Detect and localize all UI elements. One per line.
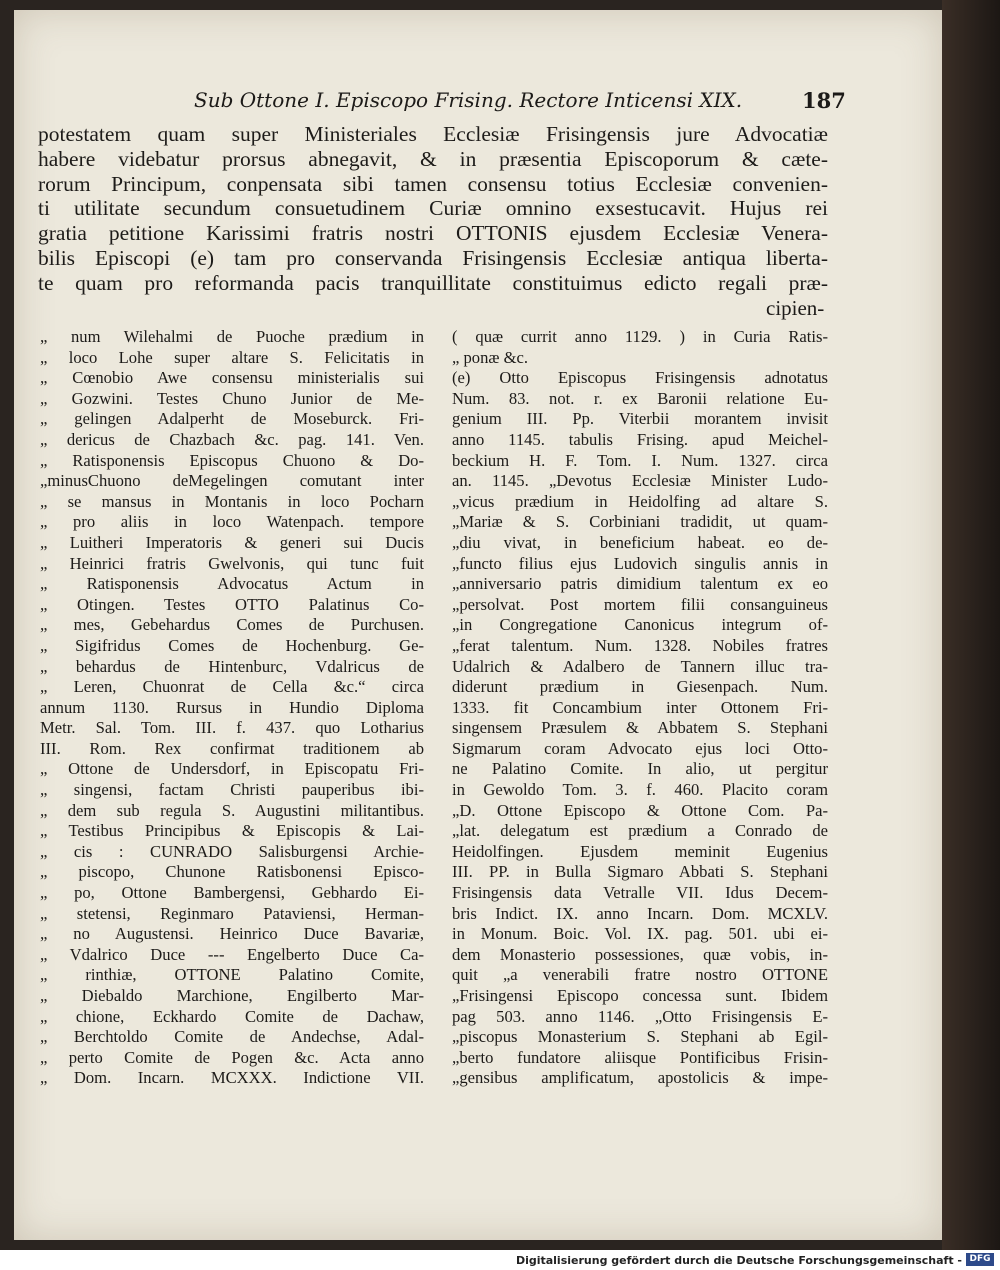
footnote-line: „lat. delegatum est prædium a Conrado de [452,821,828,841]
footnote-line: „ behardus de Hintenburc, Vdalricus de [40,656,424,676]
footnote-line: annum 1130. Rursus in Hundio Diploma [40,697,424,717]
footnote-line: „ferat talentum. Num. 1328. Nobiles fratres [452,635,828,655]
footnote-line: „ se mansus in Montanis in loco Pocharn [40,491,424,511]
footnote-line: „ Berchtoldo Comite de Andechse, Adal- [40,1027,424,1047]
main-text-line: gratia petitione Karissimi fratris nostri OTTONIS ejusdem Ecclesiæ Venera- [38,221,828,246]
book-edge [942,0,1000,1250]
footnote-line: „ Testibus Principibus & Episcopis & Lai- [40,821,424,841]
footnote-line: „ ponæ &c. [452,347,529,367]
footnote-line: Metr. Sal. Tom. III. f. 437. quo Lotharius [40,718,424,738]
footnote-line: „ dericus de Chazbach &c. pag. 141. Ven. [40,429,424,449]
footnote-line: „ Heinrici fratris Gwelvonis, qui tunc fuit [40,553,424,573]
footnote-line: „ perto Comite de Pogen &c. Acta anno [40,1047,424,1067]
footnote-line: „ no Augustensi. Heinrico Duce Bavariæ, [40,924,424,944]
footnote-line: „ stetensi, Reginmaro Pataviensi, Herman- [40,903,424,923]
footnote-line: diderunt prædium in Giesenpach. Num. [452,677,828,697]
footnote-line: „ Gozwini. Testes Chuno Junior de Me- [40,388,424,408]
footnote-line: an. 1145. „Devotus Ecclesiæ Minister Ludo- [452,471,828,491]
main-text-line: habere videbatur prorsus abnegavit, & in præsentia Episcoporum & cæte- [38,146,828,171]
main-text-line: potestatem quam super Ministeriales Ecclesiæ Frisingensis jure Advocatiæ [38,122,828,146]
footnote-column-left [40,327,424,1089]
footnote-line: „ Sigifridus Comes de Hochenburg. Ge- [40,635,424,655]
footnote-line: beckium H. F. Tom. I. Num. 1327. circa [452,450,828,470]
footnote-line: „persolvat. Post mortem filii consanguineus [452,594,828,614]
footnote-line: (e) Otto Episcopus Frisingensis adnotatus [452,368,828,388]
footnote-line: pag 503. anno 1146. „Otto Frisingensis E- [452,1006,828,1026]
footnote-line: „ Leren, Chuonrat de Cella &c.“ circa [40,677,424,697]
footnote-column-right [452,327,828,1089]
footnote-line: in Gewoldo Tom. 3. f. 460. Placito coram [452,780,828,800]
footnote-line: „diu vivat, in beneficium habeat. eo de- [452,532,828,552]
footnote-line: „gensibus amplificatum, apostolicis & impe- [452,1068,828,1088]
dfg-logo: DFG [966,1253,994,1266]
digitization-footer [0,1250,1000,1270]
footnote-line: „ Diebaldo Marchione, Engilberto Mar- [40,986,424,1005]
page-number: 187 [802,88,846,113]
footnote-line: genium III. Pp. Viterbii morantem invisit [452,409,828,429]
footnote-line: III. Rom. Rex confirmat traditionem ab [40,738,424,758]
footnote-line: ( quæ currit anno 1129. ) in Curia Ratis- [452,327,828,346]
footnote-line: Frisingensis data Vetralle VII. Idus Decem- [452,883,828,903]
footnote-line: singensem Præsulem & Abbatem S. Stephani [452,718,828,738]
footnote-line: „ num Wilehalmi de Puoche prædium in [40,327,424,346]
footnote-line: „ dem sub regula S. Augustini militantibus. [40,800,424,820]
footnote-line: „anniversario patris dimidium talentum ex eo [452,574,828,594]
footnote-line: „ po, Ottone Bambergensi, Gebhardo Ei- [40,883,424,903]
footnote-line: Udalrich & Adalbero de Tannern illuc tra- [452,656,828,676]
footnote-line: quit „a venerabili fratre nostro OTTONE [452,965,828,985]
footnote-line: „D. Ottone Episcopo & Ottone Com. Pa- [452,800,828,820]
footnote-line: Heidolfingen. Ejusdem meminit Eugenius [452,841,828,861]
footnote-line: anno 1145. tabulis Frising. apud Meichel- [452,429,828,449]
main-text-line: rorum Principum, conpensata sibi tamen consensu totius Ecclesiæ convenien- [38,171,828,196]
footnote-line: „ rinthiæ, OTTONE Palatino Comite, [40,965,424,985]
footnote-line: Sigmarum coram Advocato ejus loci Otto- [452,738,828,758]
footnote-line: „ Ratisponensis Episcopus Chuono & Do- [40,450,424,470]
footnote-line: „ Cœnobio Awe consensu ministerialis sui [40,368,424,388]
footnote-line: „ pro aliis in loco Watenpach. tempore [40,512,424,532]
main-text-block [38,122,828,296]
main-text-line: bilis Episcopi (e) tam pro conservanda Frisingensis Ecclesiæ antiqua liberta- [38,245,828,270]
footnote-line: ne Palatino Comite. In alio, ut pergitur [452,759,828,779]
footnote-line: Num. 83. not. r. ex Baronii relatione Eu- [452,388,828,408]
footnote-line: 1333. fit Concambium inter Ottonem Fri- [452,697,828,717]
footnote-line: „ gelingen Adalperht de Moseburck. Fri- [40,409,424,429]
footnote-line: „ mes, Gebehardus Comes de Purchusen. [40,615,424,635]
footnote-line: „ chione, Eckhardo Comite de Dachaw, [40,1006,424,1026]
footnote-line: „ piscopo, Chunone Ratisbonensi Episco- [40,862,424,882]
footnote-line: „functo filius ejus Ludovich singulis annis in [452,553,828,573]
footnote-line: „ Dom. Incarn. MCXXX. Indictione VII. [40,1068,424,1088]
catchword: cipien- [766,296,825,320]
footnote-line: „in Congregatione Canonicus integrum of- [452,615,828,635]
footnote-line: „ Ratisponensis Advocatus Actum in [40,574,424,594]
footer-credit: Digitalisierung gefördert durch die Deutsche Forschungsgemeinschaft - [515,1254,962,1267]
footnote-line: III. PP. in Bulla Sigmaro Abbati S. Stephani [452,862,828,882]
footnote-line: „piscopus Monasterium S. Stephani ab Egil- [452,1027,828,1047]
footnote-line: „ Otingen. Testes OTTO Palatinus Co- [40,594,424,614]
footnote-line: „vicus prædium in Heidolfing ad altare S. [452,491,828,511]
footnote-line: „ loco Lohe super altare S. Felicitatis in [40,347,424,367]
footnote-line: „Frisingensi Episcopo concessa sunt. Ibidem [452,986,828,1005]
footnote-line: „ Vdalrico Duce --- Engelberto Duce Ca- [40,944,424,964]
footnote-line: „minusChuono deMegelingen comutant inter [40,471,424,491]
footnote-line: bris Indict. IX. anno Incarn. Dom. MCXLV. [452,903,828,923]
footnote-line: „Mariæ & S. Corbiniani tradidit, ut quam- [452,512,828,532]
footnote-line: „berto fundatore aliisque Pontificibus Frisin- [452,1047,828,1067]
footnote-line: „ cis : CUNRADO Salisburgensi Archie- [40,841,424,861]
footnote-line: „ Luitheri Imperatoris & generi sui Ducis [40,532,424,552]
footnote-line: „ singensi, factam Christi pauperibus ibi- [40,780,424,800]
main-text-line: te quam pro reformanda pacis tranquillitate constituimus edicto regali præ- [38,270,828,295]
main-text-line: ti utilitate secundum consuetudinem Curiæ omnino exsestucavit. Hujus rei [38,196,828,221]
footnote-line: dem Monasterio possessiones, quæ vobis, in- [452,944,828,964]
footnote-line: „ Ottone de Undersdorf, in Episcopatu Fri- [40,759,424,779]
footnote-line: in Monum. Boic. Vol. IX. pag. 501. ubi ei- [452,924,828,944]
running-head: Sub Ottone I. Episcopo Frising. Rectore Inticensi XIX. [194,88,743,112]
